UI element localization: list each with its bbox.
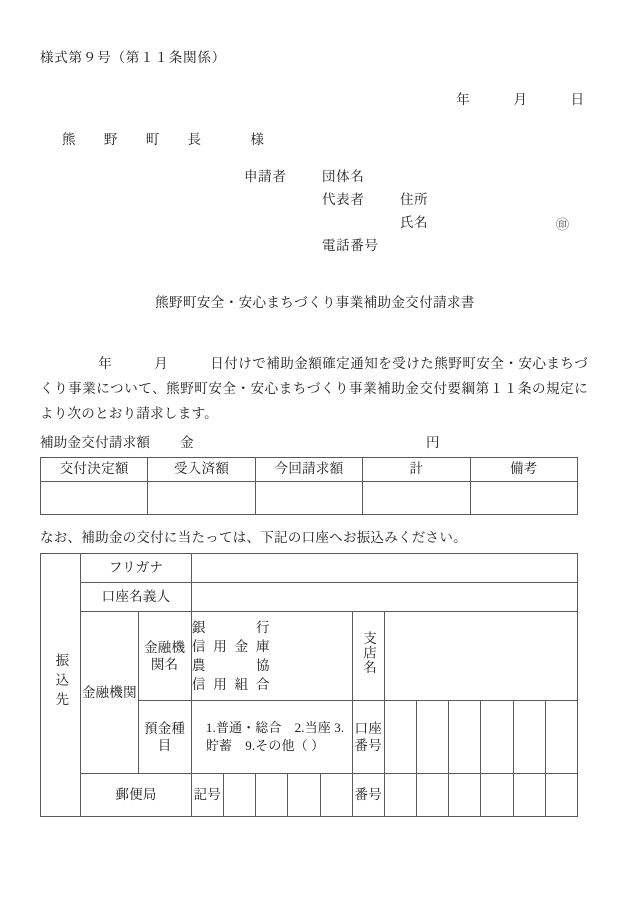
deposit-type-options-cell[interactable]: [191, 701, 352, 774]
date-line: 年 月 日: [456, 92, 585, 107]
account-holder-input-cell[interactable]: [191, 583, 577, 612]
applicant-block: [244, 167, 570, 259]
account-number-cell[interactable]: [545, 701, 577, 774]
amount-table-row: [41, 482, 578, 515]
branch-name-input-cell[interactable]: [384, 612, 577, 701]
account-number-cell[interactable]: [513, 701, 545, 774]
claim-yen-label: 円: [425, 435, 440, 450]
applicant-name-row: [244, 213, 570, 236]
number-label: 番号: [354, 787, 383, 803]
post-office-row: [41, 774, 578, 817]
deposit-options-line-1: 1.普通・総合 2.当座: [205, 720, 331, 736]
institution-types-cell[interactable]: [191, 612, 352, 701]
applicant-organization-row: [244, 167, 428, 190]
claim-amount-line: [40, 433, 588, 453]
institution-type-options: [192, 618, 352, 695]
deposit-type-options: [200, 717, 352, 757]
transfer-note: なお、補助金の交付に当たっては、下記の口座へお振込みください。: [40, 530, 467, 545]
deposit-options-line-2: 3.貯蓄 9.その他（: [205, 720, 345, 753]
institution-name-label-cell: [138, 612, 191, 701]
number-cell[interactable]: [513, 774, 545, 817]
symbol-cell[interactable]: [288, 774, 320, 817]
applicant-phone-row: [244, 236, 428, 259]
header-total: 計: [363, 458, 470, 482]
transfer-destination-label: 振込先: [53, 652, 69, 712]
branch-name-label-cell: [352, 612, 384, 701]
body-line-1: 年 月 日付けで補助金額確定通知を受けた熊野町安全・安心まち: [98, 356, 575, 371]
institution-name-label: 金融機関名: [144, 639, 186, 672]
branch-name-label: 支店名: [361, 631, 376, 675]
account-number-cell[interactable]: [417, 701, 449, 774]
seal-stamp-icon: ㊞: [556, 217, 570, 232]
body-line-3: 規定により次のとおり請求します。: [40, 380, 589, 421]
applicant-representative-row: [244, 190, 428, 213]
furigana-label-cell: フリガナ: [81, 554, 192, 583]
cell-remarks[interactable]: [470, 482, 577, 515]
transfer-destination-label-cell: [41, 554, 81, 817]
number-cell[interactable]: [545, 774, 577, 817]
organization-name-label: 団体名: [322, 169, 365, 184]
cell-received-amount[interactable]: [148, 482, 255, 515]
institution-type-nokyo[interactable]: 農協: [191, 658, 270, 673]
header-received-amount: 受入済額: [148, 458, 255, 482]
applicant-label: 申請者: [244, 169, 287, 184]
number-cell[interactable]: [384, 774, 416, 817]
institution-type-bank[interactable]: 銀行: [191, 619, 270, 635]
furigana-row: [41, 554, 578, 583]
cell-total[interactable]: [363, 482, 470, 515]
account-holder-label-cell: 口座名義人: [81, 583, 192, 612]
header-remarks: 備考: [470, 458, 577, 482]
symbol-label-cell: [191, 774, 223, 817]
bank-account-table: [40, 553, 578, 817]
claim-kin-label: 金: [180, 435, 194, 450]
financial-institution-label: [81, 684, 137, 701]
amount-table-header-row: [41, 458, 578, 482]
financial-institution-label-line: 金融機関: [81, 684, 137, 700]
header-grant-decision-amount: 交付決定額: [41, 458, 148, 482]
symbol-cell[interactable]: [223, 774, 255, 817]
phone-number-label: 電話番号: [322, 238, 379, 253]
account-holder-row: [41, 583, 578, 612]
body-paragraph: [40, 352, 588, 427]
deposit-options-line-3: ）: [311, 738, 325, 753]
addressee-line: 熊 野 町 長 様: [62, 132, 272, 147]
symbol-cell[interactable]: [256, 774, 288, 817]
account-number-cell[interactable]: [481, 701, 513, 774]
number-cell[interactable]: [481, 774, 513, 817]
number-cell[interactable]: [449, 774, 481, 817]
claim-amount-label: 補助金交付請求額: [40, 435, 151, 450]
body-line-2: づくり事業について、熊野町安全・安心まちづくり事業補助金交付要綱第１１条の: [40, 356, 588, 396]
number-label-cell: [352, 774, 384, 817]
institution-type-shinkin[interactable]: 信用金庫: [191, 638, 270, 654]
symbol-label: 記号: [193, 787, 222, 803]
furigana-input-cell[interactable]: [191, 554, 577, 583]
cell-grant-decision-amount[interactable]: [41, 482, 148, 515]
post-office-label-cell: 郵便局: [81, 774, 192, 817]
header-current-claim-amount: 今回請求額: [255, 458, 362, 482]
amount-table: [40, 457, 578, 515]
number-cell[interactable]: [417, 774, 449, 817]
form-number: 様式第９号（第１１条関係）: [40, 50, 227, 65]
deposit-type-label: 預金種目: [144, 720, 186, 753]
account-number-label-cell: [352, 701, 384, 774]
account-number-cell[interactable]: [449, 701, 481, 774]
name-label: 氏名: [400, 215, 429, 230]
symbol-cell[interactable]: [320, 774, 352, 817]
financial-institution-label-cell: [81, 612, 138, 774]
financial-institution-name-row: [41, 612, 578, 701]
account-number-label: 口座番号: [354, 720, 383, 753]
account-number-cell[interactable]: [384, 701, 416, 774]
representative-label: 代表者: [322, 192, 365, 207]
document-title: 熊野町安全・安心まちづくり事業補助金交付請求書: [155, 295, 475, 310]
address-label: 住所: [400, 192, 429, 207]
deposit-type-label-cell: [138, 701, 191, 774]
institution-type-credit-union[interactable]: 信用組合: [191, 677, 270, 693]
cell-current-claim-amount[interactable]: [255, 482, 362, 515]
